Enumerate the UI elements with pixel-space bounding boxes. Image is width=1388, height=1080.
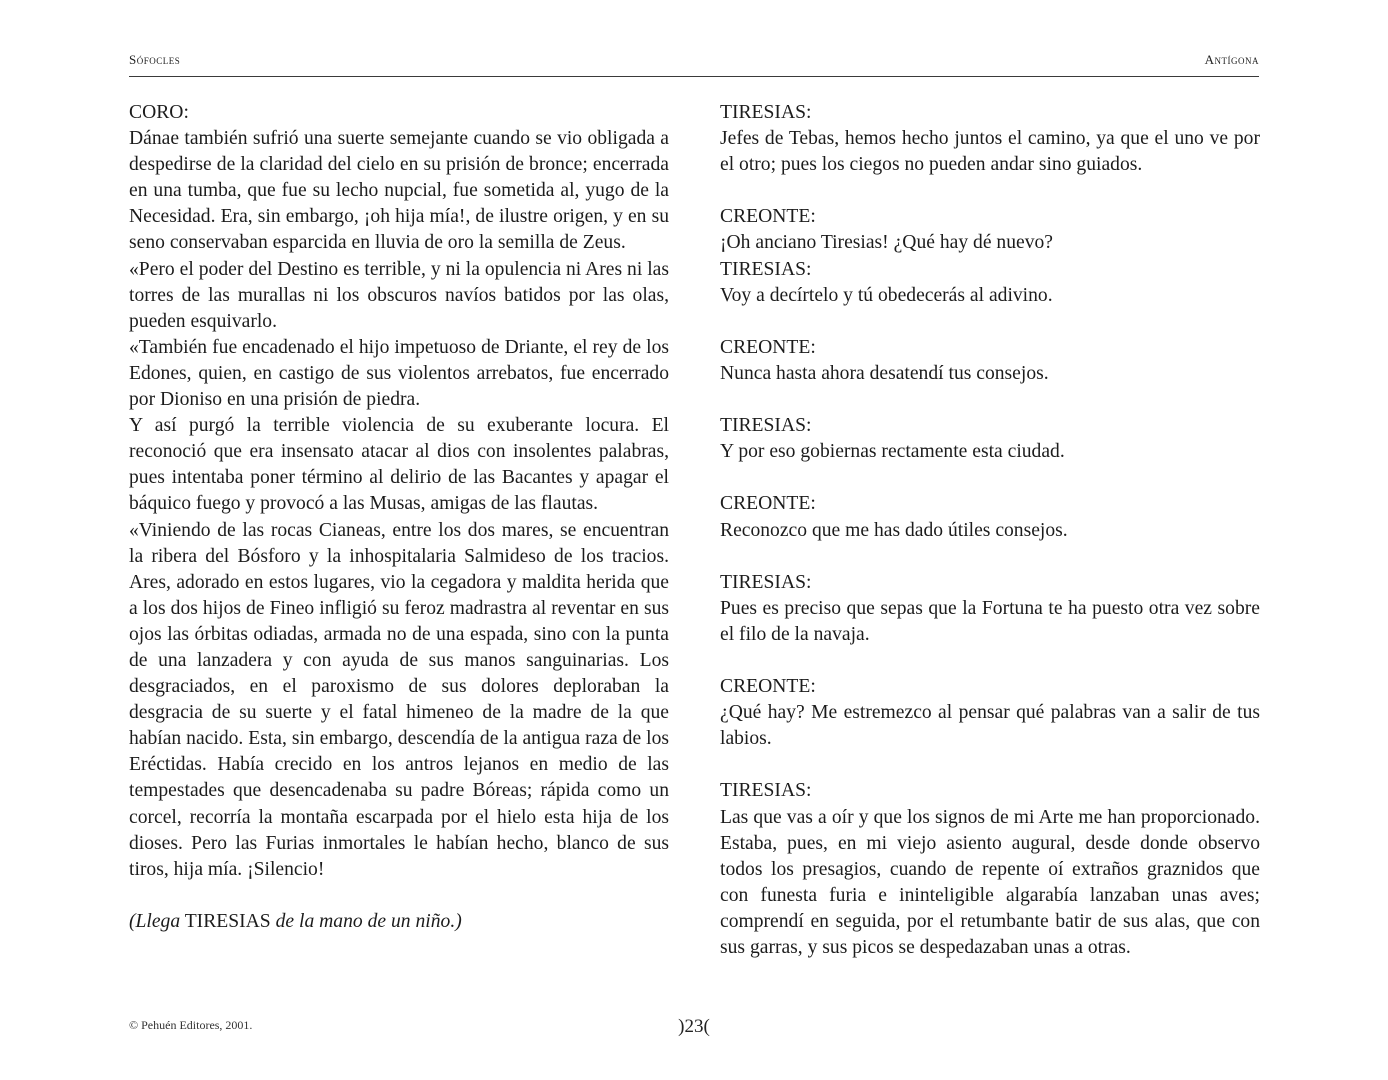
header-title: Antígona — [1204, 52, 1259, 67]
speaker-label: CREONTE: — [720, 336, 816, 358]
running-header — [129, 50, 1259, 77]
spacer — [129, 883, 669, 909]
page-number: )23( — [678, 1016, 710, 1037]
dialogue-line: Reconozco que me has dado útiles consejos. — [720, 519, 1068, 541]
speaker-label: CORO: — [129, 102, 189, 123]
copyright-notice: © Pehuén Editores, 2001. — [129, 1018, 253, 1032]
spacer — [720, 178, 1260, 204]
speaker-label: CREONTE: — [720, 493, 816, 515]
paragraph: «También fue encadenado el hijo impetuoso de Driante, el rey de los Edones, quien, en castigo de sus violentos arrebatos, fue encerrado por Dioniso en una prisión de piedra. — [129, 336, 669, 411]
paragraph: «Viniendo de las rocas Cianeas, entre los dos mares, se encuentran la ribera del Bósforo y la inhospitalaria Salmideso de los tracios. Ares, adorado en estos lugares, vio la cegadora y maldita herida que a los dos hijos de Fineo infligió su feroz madrastra al reventar en sus ojos las órbitas odiadas, armada no de una espada, sino con la punta de una lanzadera y con ayuda de sus manos sanguinarias. Los desgraciados, en el paroxismo de sus dolores deploraban la desgracia de su suerte y el fatal himeneo de la madre de la que habían nacido. Esta, sin embargo, descendía de la antigua raza de los Eréctidas. Había crecido en los antros lejanos en medio de las tempestades que desencadenaba su padre Bóreas; rápida como un corcel, recorría la montaña escarpada por el hielo esta hija de los dioses. Pero las Furias inmortales le habían hecho, blanco de sus tiros, hija mía. ¡Silencio! — [129, 519, 669, 880]
right-column — [720, 100, 1260, 961]
spacer — [720, 309, 1260, 335]
dialogue-line: Y por eso gobiernas rectamente esta ciudad. — [720, 441, 1065, 463]
stage-direction-post: de la mano de un niño.) — [275, 910, 462, 932]
spacer — [720, 648, 1260, 674]
speaker-label: CREONTE: — [720, 206, 816, 228]
speaker-label: TIRESIAS: — [720, 102, 812, 123]
paragraph: Y así purgó la terrible violencia de su exuberante locura. El reconoció que era insensato atacar al dios con insolentes palabras, pues intentaba poner término al delirio de las Bacantes y apagar el báquico fuego y provocó a las Musas, amigas de las flautas. — [129, 415, 669, 515]
stage-direction-name: TIRESIAS — [184, 910, 271, 932]
spacer — [720, 465, 1260, 491]
dialogue-line: Jefes de Tebas, hemos hecho juntos el camino, ya que el uno ve por el otro; pues los ciegos no pueden andar sino guiados. — [720, 128, 1260, 176]
paragraph: Dánae también sufrió una suerte semejante cuando se vio obligada a despedirse de la claridad del cielo en su prisión de bronce; encerrada en una tumba, que fue su lecho nupcial, fue sometida al, yugo de la Necesidad. Era, sin embargo, ¡oh hija mía!, de ilustre origen, y en su seno conservaban esparcida en lluvia de oro la semilla de Zeus. — [129, 128, 669, 254]
stage-direction — [129, 909, 669, 935]
speaker-label: TIRESIAS: — [720, 780, 812, 802]
dialogue-line: Las que vas a oír y que los signos de mi Arte me han proporcionado. Estaba, pues, en mi viejo asiento augural, desde donde observo todos los presagios, cuando de repente oí extraños graznidos que con funesta furia e ininteligible algarabía lanzaban unas aves; comprendí en seguida, por el retumbante batir de sus alas, que con sus garras, y sus picos se despedazaban unas a otras. — [720, 806, 1260, 958]
speaker-label: TIRESIAS: — [720, 571, 812, 593]
dialogue-line: Voy a decírtelo y tú obedecerás al adivino. — [720, 284, 1053, 306]
dialogue-line: ¡Oh anciano Tiresias! ¿Qué hay dé nuevo? — [720, 232, 1053, 254]
speaker-label: TIRESIAS: — [720, 258, 812, 280]
paragraph: «Pero el poder del Destino es terrible, y ni la opulencia ni Ares ni las torres de las murallas ni los obscuros navíos batidos por las olas, pueden esquivarlo. — [129, 258, 669, 332]
speaker-label: CREONTE: — [720, 676, 816, 698]
stage-direction-pre: (Llega — [129, 910, 181, 932]
spacer — [720, 387, 1260, 413]
spacer — [720, 544, 1260, 570]
speaker-label: TIRESIAS: — [720, 415, 812, 437]
left-column — [129, 100, 669, 935]
dialogue-line: ¿Qué hay? Me estremezco al pensar qué palabras van a salir de tus labios. — [720, 702, 1260, 750]
spacer — [720, 752, 1260, 778]
header-author: Sófocles — [129, 52, 181, 67]
dialogue-line: Pues es preciso que sepas que la Fortuna te ha puesto otra vez sobre el filo de la navaja. — [720, 597, 1260, 645]
dialogue-line: Nunca hasta ahora desatendí tus consejos. — [720, 362, 1049, 384]
